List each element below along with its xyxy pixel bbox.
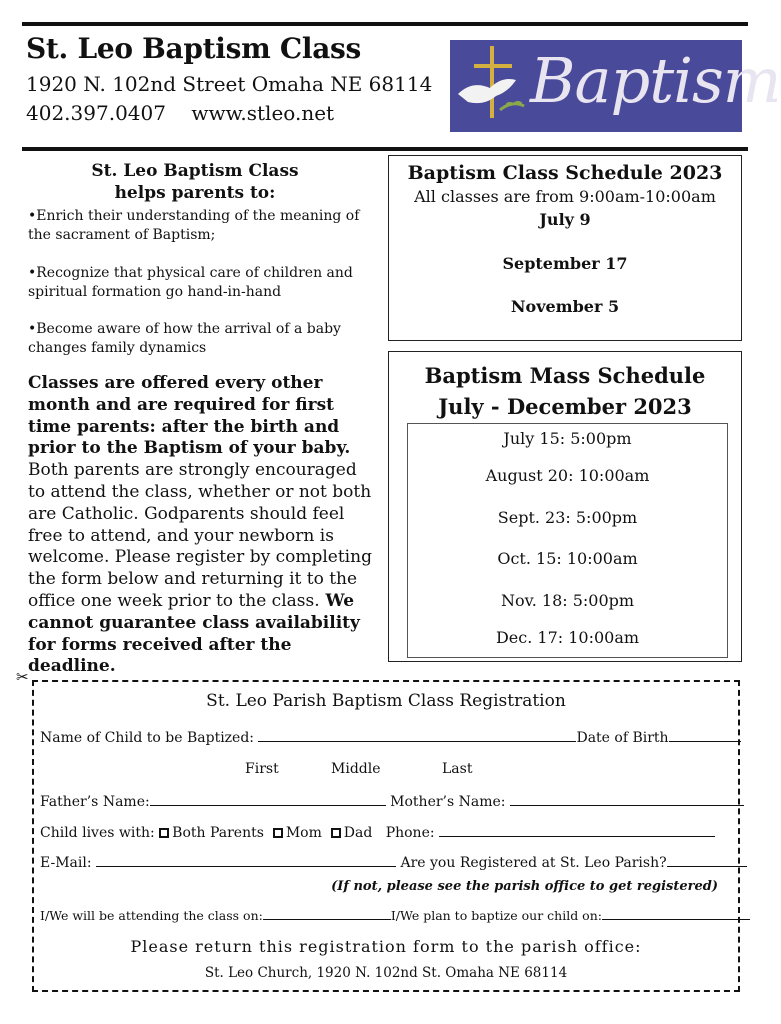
mass-dates-box bbox=[407, 423, 728, 658]
email-row bbox=[40, 854, 747, 871]
mass-date: July 15: 5:00pm bbox=[503, 429, 632, 448]
mass-date: Sept. 23: 5:00pm bbox=[497, 508, 638, 527]
mass-schedule-title bbox=[388, 360, 742, 422]
dad-checkbox[interactable] bbox=[331, 828, 341, 838]
class-schedule-subtitle: All classes are from 9:00am-10:00am bbox=[414, 187, 716, 206]
contact-line bbox=[26, 101, 334, 125]
mom-label: Mom bbox=[285, 825, 322, 841]
intro-bullet: •Become aware of how the arrival of a baby changes family dynamics bbox=[28, 321, 341, 356]
registered-field[interactable] bbox=[667, 854, 747, 867]
church-phone: 402.397.0407 bbox=[26, 101, 166, 125]
details-body: Both parents are strongly encouraged to attend the class, whether or not both are Catholic. Godparents should feel free to attend, and your newborn is welcome. Please register by completing the form below and returning it to the office one week prior to the class. bbox=[28, 460, 372, 611]
child-name-row bbox=[40, 729, 741, 746]
mass-title-line1: Baptism Mass Schedule bbox=[424, 363, 706, 388]
attending-date-field[interactable] bbox=[263, 907, 391, 920]
mass-date: Dec. 17: 10:00am bbox=[495, 628, 640, 647]
registered-label: Are you Registered at St. Leo Parish? bbox=[400, 855, 667, 871]
scissors-icon: ✂ bbox=[16, 668, 29, 686]
mom-checkbox[interactable] bbox=[273, 828, 283, 838]
lives-with-row bbox=[40, 824, 715, 841]
middle-label: Middle bbox=[331, 761, 381, 777]
email-label: E-Mail: bbox=[40, 855, 92, 871]
baptize-label: I/We plan to baptize our child on: bbox=[390, 908, 602, 923]
dob-field[interactable] bbox=[669, 729, 741, 742]
dates-row bbox=[40, 907, 750, 923]
mass-date: August 20: 10:00am bbox=[485, 466, 650, 485]
page-title: St. Leo Baptism Class bbox=[26, 32, 361, 65]
child-name-label: Name of Child to be Baptized: bbox=[40, 730, 255, 746]
first-label: First bbox=[245, 761, 279, 777]
both-parents-checkbox[interactable] bbox=[159, 828, 169, 838]
class-date: November 5 bbox=[510, 297, 620, 316]
church-website[interactable]: www.stleo.net bbox=[191, 101, 335, 125]
mass-date: Oct. 15: 10:00am bbox=[497, 549, 638, 568]
class-schedule-title: Baptism Class Schedule 2023 bbox=[407, 162, 723, 184]
intro-bullet: •Enrich their understanding of the meaning of the sacrament of Baptism; bbox=[28, 208, 360, 243]
class-date: September 17 bbox=[502, 254, 628, 273]
baptism-logo bbox=[450, 40, 781, 132]
father-label: Father’s Name: bbox=[40, 794, 150, 810]
return-note: Please return this registration form to the parish office: bbox=[130, 937, 642, 956]
mass-title-line2: July - December 2023 bbox=[438, 394, 692, 419]
class-date: July 9 bbox=[539, 210, 591, 229]
parents-row bbox=[40, 793, 744, 810]
father-name-field[interactable] bbox=[150, 793, 386, 806]
mother-label: Mother’s Name: bbox=[390, 794, 506, 810]
intro-heading-line2: helps parents to: bbox=[114, 183, 276, 203]
top-rule bbox=[22, 22, 748, 26]
intro-heading bbox=[30, 160, 360, 204]
dad-label: Dad bbox=[343, 825, 373, 841]
dob-label: Date of Birth bbox=[576, 730, 669, 746]
phone-field[interactable] bbox=[439, 824, 715, 837]
details-bold-outro: We cannot guarantee class availability for forms received after the deadline. bbox=[28, 590, 360, 677]
email-field[interactable] bbox=[96, 854, 396, 867]
last-label: Last bbox=[442, 761, 473, 777]
header-rule bbox=[22, 147, 748, 151]
church-address: 1920 N. 102nd Street Omaha NE 68114 bbox=[26, 72, 433, 96]
details-bold-intro: Classes are offered every other month and are required for first time parents: after the birth and prior to the Baptism of your baby. bbox=[28, 373, 351, 459]
child-name-field[interactable] bbox=[258, 729, 576, 742]
attending-label: I/We will be attending the class on: bbox=[40, 908, 263, 923]
logo-baptism-text: Baptism bbox=[530, 44, 781, 117]
form-title: St. Leo Parish Baptism Class Registration bbox=[206, 691, 566, 711]
return-address: St. Leo Church, 1920 N. 102nd St. Omaha NE 68114 bbox=[204, 965, 568, 981]
mass-date: Nov. 18: 5:00pm bbox=[500, 591, 635, 610]
intro-heading-line1: St. Leo Baptism Class bbox=[91, 161, 299, 181]
mother-name-field[interactable] bbox=[510, 793, 744, 806]
baptize-date-field[interactable] bbox=[602, 907, 750, 920]
registered-note: (If not, please see the parish office to get registered) bbox=[331, 879, 718, 894]
phone-label: Phone: bbox=[385, 825, 435, 841]
lives-with-label: Child lives with: bbox=[40, 825, 155, 841]
class-details bbox=[28, 373, 373, 678]
intro-bullet: •Recognize that physical care of children and spiritual formation go hand-in-hand bbox=[28, 265, 353, 300]
both-parents-label: Both Parents bbox=[172, 825, 264, 841]
